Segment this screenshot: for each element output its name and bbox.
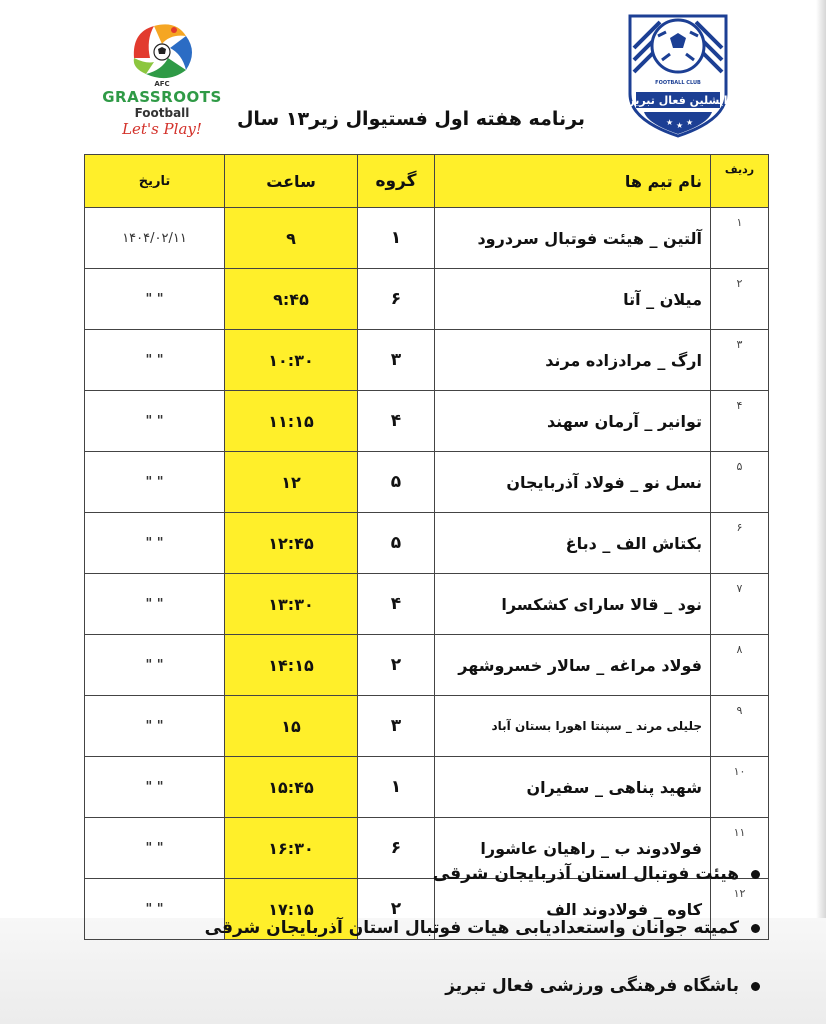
club-name: ایشلین فعال تبریز <box>628 94 728 107</box>
date-cell: " " <box>85 574 225 635</box>
date-cell: " " <box>85 696 225 757</box>
group-cell: ۲ <box>358 635 435 696</box>
date-cell: " " <box>85 452 225 513</box>
time-cell: ۱۰:۳۰ <box>225 330 358 391</box>
header-date: تاریخ <box>85 155 225 208</box>
teams-cell: بکتاش الف _ دباغ <box>435 513 711 574</box>
svg-text:★: ★ <box>676 121 684 130</box>
table-row <box>85 452 769 513</box>
group-cell: ۶ <box>358 269 435 330</box>
row-number: ۶ <box>711 513 769 574</box>
group-cell: ۱ <box>358 208 435 269</box>
time-cell: ۱۱:۱۵ <box>225 391 358 452</box>
group-cell: ۵ <box>358 452 435 513</box>
group-cell: ۳ <box>358 696 435 757</box>
bullet-icon <box>751 924 760 933</box>
time-cell: ۱۳:۳۰ <box>225 574 358 635</box>
group-cell: ۵ <box>358 513 435 574</box>
note-item <box>445 976 760 996</box>
afc-label: AFC <box>154 80 170 88</box>
teams-cell: شهید پناهی _ سفیران <box>435 757 711 818</box>
teams-cell: میلان _ آتا <box>435 269 711 330</box>
header-teams: نام تیم ها <box>435 155 711 208</box>
date-cell: " " <box>85 513 225 574</box>
note-text: هیئت فوتبال استان آذربایجان شرقی <box>432 864 739 884</box>
table-row <box>85 635 769 696</box>
club-small-label: FOOTBALL CLUB <box>655 80 701 86</box>
time-cell: ۹ <box>225 208 358 269</box>
teams-cell: ارگ _ مرادزاده مرند <box>435 330 711 391</box>
row-number: ۸ <box>711 635 769 696</box>
table-row <box>85 208 769 269</box>
table-header-row <box>85 155 769 208</box>
page-title: برنامه هفته اول فستیوال زیر۱۳ سال <box>236 108 586 130</box>
row-number: ۱۰ <box>711 757 769 818</box>
header-row-number: ردیف <box>711 155 769 208</box>
table-row <box>85 574 769 635</box>
time-cell: ۱۵:۴۵ <box>225 757 358 818</box>
table-row <box>85 696 769 757</box>
teams-cell: توانیر _ آرمان سهند <box>435 391 711 452</box>
grassroots-emblem-icon <box>124 18 200 82</box>
table-row <box>85 391 769 452</box>
time-cell: ۱۵ <box>225 696 358 757</box>
group-cell: ۳ <box>358 330 435 391</box>
note-text: باشگاه فرهنگی ورزشی فعال تبریز <box>445 976 739 996</box>
svg-text:★: ★ <box>666 118 674 127</box>
page-edge-shadow <box>816 0 826 1024</box>
row-number: ۷ <box>711 574 769 635</box>
bullet-icon <box>751 982 760 991</box>
date-cell: " " <box>85 757 225 818</box>
table-row <box>85 513 769 574</box>
group-cell: ۴ <box>358 391 435 452</box>
group-cell: ۲ <box>358 879 435 940</box>
table-row <box>85 330 769 391</box>
table-row <box>85 757 769 818</box>
teams-cell: کاوه _ فولادوند الف <box>435 879 711 940</box>
date-cell: " " <box>85 879 225 940</box>
grassroots-logo <box>100 14 230 142</box>
row-number: ۱۲ <box>711 879 769 940</box>
date-cell: " " <box>85 818 225 879</box>
row-number: ۲ <box>711 269 769 330</box>
row-number: ۹ <box>711 696 769 757</box>
table-row <box>85 269 769 330</box>
svg-text:★: ★ <box>686 118 694 127</box>
time-cell: ۱۶:۳۰ <box>225 818 358 879</box>
club-shield-icon <box>622 8 734 140</box>
club-logo <box>622 8 734 140</box>
note-text: کمیته جوانان واستعدادیابی هیات فوتبال استان آذربایجان شرقی <box>204 918 739 938</box>
row-number: ۳ <box>711 330 769 391</box>
group-cell: ۴ <box>358 574 435 635</box>
teams-cell: فولاد مراغه _ سالار خسروشهر <box>435 635 711 696</box>
header-time: ساعت <box>225 155 358 208</box>
note-item <box>205 918 760 938</box>
time-cell: ۹:۴۵ <box>225 269 358 330</box>
note-item <box>433 864 760 884</box>
bullet-icon <box>751 870 760 879</box>
time-cell: ۱۴:۱۵ <box>225 635 358 696</box>
teams-cell: جلیلی مرند _ سپنتا اهورا بستان آباد <box>435 696 711 757</box>
date-cell: " " <box>85 635 225 696</box>
grassroots-title: GRASSROOTS <box>102 88 222 106</box>
header-group: گروه <box>358 155 435 208</box>
teams-cell: آلتین _ هیئت فوتبال سردرود <box>435 208 711 269</box>
teams-cell: نود _ قالا سارای کشکسرا <box>435 574 711 635</box>
teams-cell: نسل نو _ فولاد آذربایجان <box>435 452 711 513</box>
time-cell: ۱۲:۴۵ <box>225 513 358 574</box>
group-cell: ۶ <box>358 818 435 879</box>
group-cell: ۱ <box>358 757 435 818</box>
row-number: ۱۱ <box>711 818 769 879</box>
time-cell: ۱۲ <box>225 452 358 513</box>
grassroots-subtitle: Football <box>134 106 190 120</box>
schedule-table <box>84 154 769 940</box>
time-cell: ۱۷:۱۵ <box>225 879 358 940</box>
date-cell: " " <box>85 391 225 452</box>
row-number: ۴ <box>711 391 769 452</box>
date-cell: ۱۴۰۴/۰۲/۱۱ <box>85 208 225 269</box>
row-number: ۱ <box>711 208 769 269</box>
date-cell: " " <box>85 330 225 391</box>
grassroots-tagline: Let's Play! <box>122 120 202 138</box>
date-cell: " " <box>85 269 225 330</box>
row-number: ۵ <box>711 452 769 513</box>
teams-cell: فولادوند ب _ راهیان عاشورا <box>435 818 711 879</box>
